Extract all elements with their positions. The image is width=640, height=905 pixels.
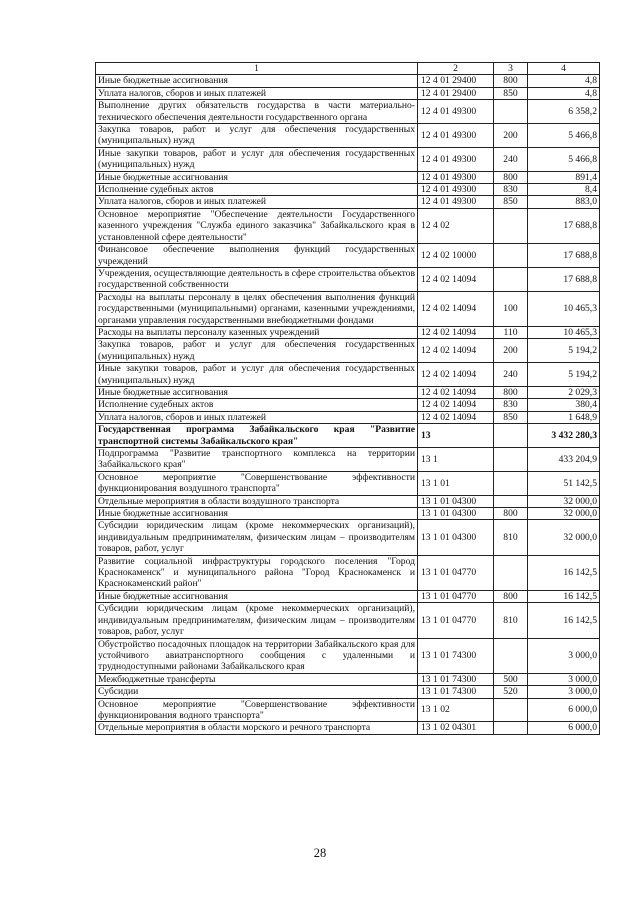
- row-amount-cell: 17 688,8: [528, 267, 600, 291]
- row-amount-cell: 32 000,0: [528, 508, 600, 520]
- row-type-cell: 800: [494, 386, 528, 398]
- row-type-cell: 850: [494, 87, 528, 99]
- table-row: [96, 448, 600, 472]
- row-amount-cell: 32 000,0: [528, 520, 600, 555]
- row-name-cell: Закупка товаров, работ и услуг для обеспечения государственных (муниципальных) нужд: [96, 339, 418, 363]
- row-name-cell: Уплата налогов, сборов и иных платежей: [96, 196, 418, 208]
- row-code-cell: 13 1: [418, 448, 494, 472]
- row-name-cell: Основное мероприятие "Обеспечение деятельности Государственного казенного учреждения "Служба единого заказчика" Забайкальского края в установленной сфере деятельности": [96, 208, 418, 243]
- row-code-cell: 13 1 01 04770: [418, 555, 494, 590]
- row-type-cell: [494, 424, 528, 448]
- table-row: [96, 386, 600, 398]
- table-row: [96, 244, 600, 268]
- row-name-cell: Иные бюджетные ассигнования: [96, 75, 418, 87]
- row-name-cell: Отдельные мероприятия в области воздушного транспорта: [96, 495, 418, 507]
- row-amount-cell: 3 432 280,3: [528, 424, 600, 448]
- row-amount-cell: 5 466,8: [528, 124, 600, 148]
- row-amount-cell: 6 000,0: [528, 722, 600, 734]
- row-name-cell: Иные закупки товаров, работ и услуг для обеспечения государственных (муниципальных) нужд: [96, 363, 418, 387]
- row-code-cell: 12 4 02 14094: [418, 386, 494, 398]
- header-col-code: 2: [418, 63, 494, 75]
- table-row: [96, 363, 600, 387]
- header-col-amount: 4: [528, 63, 600, 75]
- row-type-cell: 100: [494, 291, 528, 326]
- row-amount-cell: 5 194,2: [528, 363, 600, 387]
- table-row: [96, 399, 600, 411]
- row-name-cell: Иные закупки товаров, работ и услуг для обеспечения государственных (муниципальных) нужд: [96, 147, 418, 171]
- table-row: [96, 698, 600, 722]
- row-amount-cell: 16 142,5: [528, 590, 600, 602]
- row-code-cell: 13 1 01 74300: [418, 686, 494, 698]
- row-code-cell: 12 4 02 14094: [418, 291, 494, 326]
- row-code-cell: 12 4 01 49300: [418, 100, 494, 124]
- row-type-cell: 850: [494, 411, 528, 423]
- row-type-cell: [494, 244, 528, 268]
- row-code-cell: 12 4 02 14094: [418, 267, 494, 291]
- row-amount-cell: 16 142,5: [528, 603, 600, 638]
- table-row: [96, 326, 600, 338]
- row-amount-cell: 3 000,0: [528, 638, 600, 673]
- row-type-cell: 800: [494, 75, 528, 87]
- row-type-cell: [494, 698, 528, 722]
- row-amount-cell: 5 194,2: [528, 339, 600, 363]
- table-row: [96, 171, 600, 183]
- row-amount-cell: 6 358,2: [528, 100, 600, 124]
- row-amount-cell: 32 000,0: [528, 495, 600, 507]
- row-code-cell: 13 1 01 04770: [418, 603, 494, 638]
- row-name-cell: Закупка товаров, работ и услуг для обеспечения государственных (муниципальных) нужд: [96, 124, 418, 148]
- table-row: [96, 208, 600, 243]
- row-name-cell: Обустройство посадочных площадок на территории Забайкальского края для устойчивого авиатранспортного сообщения с удаленными и труднодоступными районами Забайкальского края: [96, 638, 418, 673]
- row-name-cell: Субсидии юридическим лицам (кроме некоммерческих организаций), индивидуальным предпринимателям, физическим лицам – производителям товаров, работ, услуг: [96, 520, 418, 555]
- table-row: [96, 508, 600, 520]
- table-row: [96, 124, 600, 148]
- row-name-cell: Расходы на выплаты персоналу казенных учреждений: [96, 326, 418, 338]
- row-amount-cell: 5 466,8: [528, 147, 600, 171]
- row-amount-cell: 433 204,9: [528, 448, 600, 472]
- table-row: [96, 196, 600, 208]
- row-name-cell: Иные бюджетные ассигнования: [96, 386, 418, 398]
- table-row: [96, 291, 600, 326]
- row-code-cell: 13 1 01 04300: [418, 520, 494, 555]
- table-row: [96, 75, 600, 87]
- row-code-cell: 12 4 01 29400: [418, 87, 494, 99]
- row-type-cell: [494, 471, 528, 495]
- row-code-cell: 12 4 02 10000: [418, 244, 494, 268]
- row-type-cell: 110: [494, 326, 528, 338]
- row-code-cell: 12 4 02 14094: [418, 411, 494, 423]
- row-amount-cell: 883,0: [528, 196, 600, 208]
- table-row: [96, 495, 600, 507]
- row-amount-cell: 6 000,0: [528, 698, 600, 722]
- row-code-cell: 13 1 01 04300: [418, 508, 494, 520]
- row-amount-cell: 10 465,3: [528, 291, 600, 326]
- row-type-cell: 200: [494, 124, 528, 148]
- row-code-cell: 12 4 01 49300: [418, 124, 494, 148]
- row-type-cell: 800: [494, 508, 528, 520]
- table-row: [96, 590, 600, 602]
- row-name-cell: Основное мероприятие "Совершенствование эффективности функционирования воздушного транспорта": [96, 471, 418, 495]
- row-amount-cell: 8,4: [528, 184, 600, 196]
- table-row: [96, 339, 600, 363]
- row-name-cell: Отдельные мероприятия в области морского и речного транспорта: [96, 722, 418, 734]
- table-row: [96, 184, 600, 196]
- row-code-cell: 13 1 01 04300: [418, 495, 494, 507]
- row-amount-cell: 16 142,5: [528, 555, 600, 590]
- row-name-cell: Иные бюджетные ассигнования: [96, 508, 418, 520]
- row-name-cell: Субсидии юридическим лицам (кроме некоммерческих организаций), индивидуальным предпринимателям, физическим лицам – производителям товаров, работ, услуг: [96, 603, 418, 638]
- table-header-row: [96, 63, 600, 75]
- row-type-cell: 800: [494, 590, 528, 602]
- row-amount-cell: 1 648,9: [528, 411, 600, 423]
- table-row: [96, 411, 600, 423]
- row-amount-cell: 4,8: [528, 87, 600, 99]
- row-type-cell: [494, 555, 528, 590]
- row-type-cell: 200: [494, 339, 528, 363]
- row-amount-cell: 17 688,8: [528, 208, 600, 243]
- row-type-cell: 850: [494, 196, 528, 208]
- row-code-cell: 13 1 01 74300: [418, 673, 494, 685]
- row-name-cell: Субсидии: [96, 686, 418, 698]
- table-row: [96, 673, 600, 685]
- table-row: [96, 555, 600, 590]
- row-type-cell: [494, 448, 528, 472]
- row-type-cell: [494, 638, 528, 673]
- row-code-cell: 13 1 01 04770: [418, 590, 494, 602]
- table-row: [96, 520, 600, 555]
- row-name-cell: Подпрограмма "Развитие транспортного комплекса на территории Забайкальского края": [96, 448, 418, 472]
- row-code-cell: 12 4 02 14094: [418, 326, 494, 338]
- row-name-cell: Выполнение других обязательств государства в части материально-технического обеспечения деятельности государственного органа: [96, 100, 418, 124]
- row-name-cell: Исполнение судебных актов: [96, 184, 418, 196]
- row-amount-cell: 380,4: [528, 399, 600, 411]
- row-type-cell: [494, 495, 528, 507]
- row-name-cell: Основное мероприятие "Совершенствование эффективности функционирования водного транспорта": [96, 698, 418, 722]
- row-amount-cell: 2 029,3: [528, 386, 600, 398]
- table-row: [96, 100, 600, 124]
- row-name-cell: Расходы на выплаты персоналу в целях обеспечения выполнения функций государственными (муниципальными) органами, казенными учреждениями, органами управления государственными внебюджетными фондами: [96, 291, 418, 326]
- row-name-cell: Иные бюджетные ассигнования: [96, 171, 418, 183]
- row-name-cell: Уплата налогов, сборов и иных платежей: [96, 411, 418, 423]
- table-row: [96, 147, 600, 171]
- row-code-cell: 13: [418, 424, 494, 448]
- row-type-cell: 240: [494, 363, 528, 387]
- row-amount-cell: 3 000,0: [528, 686, 600, 698]
- row-name-cell: Финансовое обеспечение выполнения функций государственных учреждений: [96, 244, 418, 268]
- table-row: [96, 424, 600, 448]
- row-name-cell: Исполнение судебных актов: [96, 399, 418, 411]
- row-code-cell: 13 1 02 04301: [418, 722, 494, 734]
- row-code-cell: 13 1 01 74300: [418, 638, 494, 673]
- row-amount-cell: 891,4: [528, 171, 600, 183]
- row-type-cell: 520: [494, 686, 528, 698]
- row-amount-cell: 4,8: [528, 75, 600, 87]
- row-code-cell: 12 4 01 49300: [418, 196, 494, 208]
- table-row: [96, 722, 600, 734]
- row-type-cell: 810: [494, 603, 528, 638]
- row-name-cell: Развитие социальной инфраструктуры городского поселения "Город Краснокаменск" и муниципального района "Город Краснокаменск и Краснокаменский район": [96, 555, 418, 590]
- table-row: [96, 267, 600, 291]
- row-amount-cell: 51 142,5: [528, 471, 600, 495]
- row-type-cell: 830: [494, 399, 528, 411]
- row-code-cell: 12 4 02: [418, 208, 494, 243]
- row-name-cell: Государственная программа Забайкальского края "Развитие транспортной системы Забайкальского края": [96, 424, 418, 448]
- row-type-cell: 830: [494, 184, 528, 196]
- table-row: [96, 638, 600, 673]
- row-amount-cell: 10 465,3: [528, 326, 600, 338]
- table-body: [96, 75, 600, 734]
- row-code-cell: 12 4 02 14094: [418, 399, 494, 411]
- header-col-name: 1: [96, 63, 418, 75]
- row-type-cell: 500: [494, 673, 528, 685]
- table-row: [96, 686, 600, 698]
- table-row: [96, 87, 600, 99]
- row-amount-cell: 3 000,0: [528, 673, 600, 685]
- row-type-cell: [494, 722, 528, 734]
- row-type-cell: [494, 100, 528, 124]
- table-row: [96, 603, 600, 638]
- row-name-cell: Уплата налогов, сборов и иных платежей: [96, 87, 418, 99]
- row-type-cell: 240: [494, 147, 528, 171]
- row-type-cell: [494, 267, 528, 291]
- row-code-cell: 12 4 01 49300: [418, 147, 494, 171]
- table-row: [96, 471, 600, 495]
- header-col-type: 3: [494, 63, 528, 75]
- row-code-cell: 13 1 02: [418, 698, 494, 722]
- budget-table: [95, 62, 600, 735]
- row-code-cell: 12 4 01 29400: [418, 75, 494, 87]
- row-name-cell: Иные бюджетные ассигнования: [96, 590, 418, 602]
- page-number: 28: [313, 846, 327, 860]
- row-code-cell: 12 4 01 49300: [418, 171, 494, 183]
- row-amount-cell: 17 688,8: [528, 244, 600, 268]
- row-code-cell: 13 1 01: [418, 471, 494, 495]
- row-type-cell: [494, 208, 528, 243]
- row-name-cell: Учреждения, осуществляющие деятельность в сфере строительства объектов государственной собственности: [96, 267, 418, 291]
- row-code-cell: 12 4 02 14094: [418, 339, 494, 363]
- row-type-cell: 810: [494, 520, 528, 555]
- row-type-cell: 800: [494, 171, 528, 183]
- row-code-cell: 12 4 01 49300: [418, 184, 494, 196]
- row-name-cell: Межбюджетные трансферты: [96, 673, 418, 685]
- row-code-cell: 12 4 02 14094: [418, 363, 494, 387]
